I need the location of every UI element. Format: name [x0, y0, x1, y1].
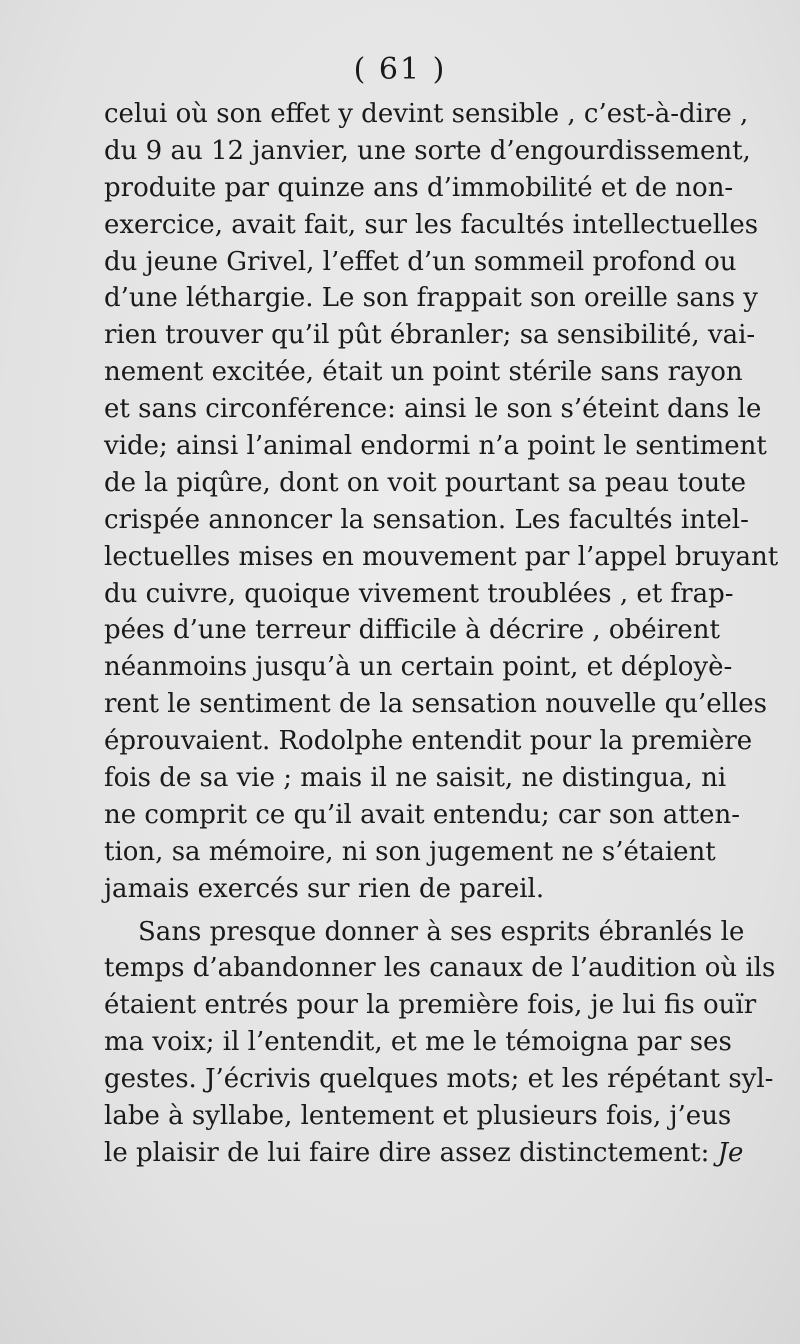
text-line: lectuelles mises en mouvement par l’appel bruyant [104, 541, 779, 572]
text-line: ne comprit ce qu’il avait entendu; car son atten- [104, 799, 741, 830]
text-line-with-italic [104, 1135, 744, 1172]
text-line: ma voix; il l’entendit, et me le témoigna par ses [104, 1027, 732, 1058]
text-line: crispée annoncer la sensation. Les facultés intel- [104, 504, 749, 535]
body-text [104, 96, 779, 1172]
text-line: temps d’abandonner les canaux de l’audition où ils [104, 953, 776, 984]
paragraph-1 [104, 96, 779, 908]
text-line: rent le sentiment de la sensation nouvelle qu’elles [104, 689, 767, 720]
text-line: tion, sa mémoire, ni son jugement ne s’étaient [104, 836, 716, 867]
text-line: et sans circonférence: ainsi le son s’éteint dans le [104, 394, 762, 425]
text-line: du cuivre, quoique vivement troublées , et frap- [104, 578, 734, 609]
text-line: néanmoins jusqu’à un certain point, et déployè- [104, 652, 733, 683]
text-line: labe à syllabe, lentement et plusieurs fois, j’eus [104, 1101, 732, 1132]
text-line: produite par quinze ans d’immobilité et de non- [104, 172, 734, 203]
text-line: d’une léthargie. Le son frappait son oreille sans y [104, 283, 758, 314]
text-line: le plaisir de lui faire dire assez distinctement: [104, 1137, 710, 1168]
text-line: vide; ainsi l’animal endormi n’a point le sentiment [104, 431, 767, 462]
text-line: pées d’une terreur difficile à décrire , obéirent [104, 615, 720, 646]
text-line: de la piqûre, dont on voit pourtant sa peau toute [104, 467, 747, 498]
text-line: Sans presque donner à ses esprits ébranlés le [138, 916, 745, 947]
paragraph-2 [104, 914, 776, 1172]
text-line: étaient entrés pour la première fois, je lui fis ouïr [104, 990, 757, 1021]
text-line: exercice, avait fait, sur les facultés intellectuelles [104, 209, 759, 240]
text-line: celui où son effet y devint sensible , c’est-à-dire , [104, 99, 749, 129]
text-line: rien trouver qu’il pût ébranler; sa sensibilité, vai- [104, 320, 756, 351]
text-line: fois de sa vie ; mais il ne saisit, ne distingua, ni [104, 763, 727, 794]
text-line: jamais exercés sur rien de pareil. [104, 873, 545, 904]
page-number: ( 61 ) [353, 52, 447, 87]
text-line: nement excitée, était un point stérile sans rayon [104, 357, 743, 388]
italic-word: Je [717, 1137, 744, 1168]
text-line: du jeune Grivel, l’effet d’un sommeil profond ou [104, 246, 737, 277]
text-line: éprouvaient. Rodolphe entendit pour la première [104, 726, 753, 757]
text-line: du 9 au 12 janvier, une sorte d’engourdissement, [104, 135, 751, 166]
text-line: gestes. J’écrivis quelques mots; et les répétant syl- [104, 1064, 774, 1095]
